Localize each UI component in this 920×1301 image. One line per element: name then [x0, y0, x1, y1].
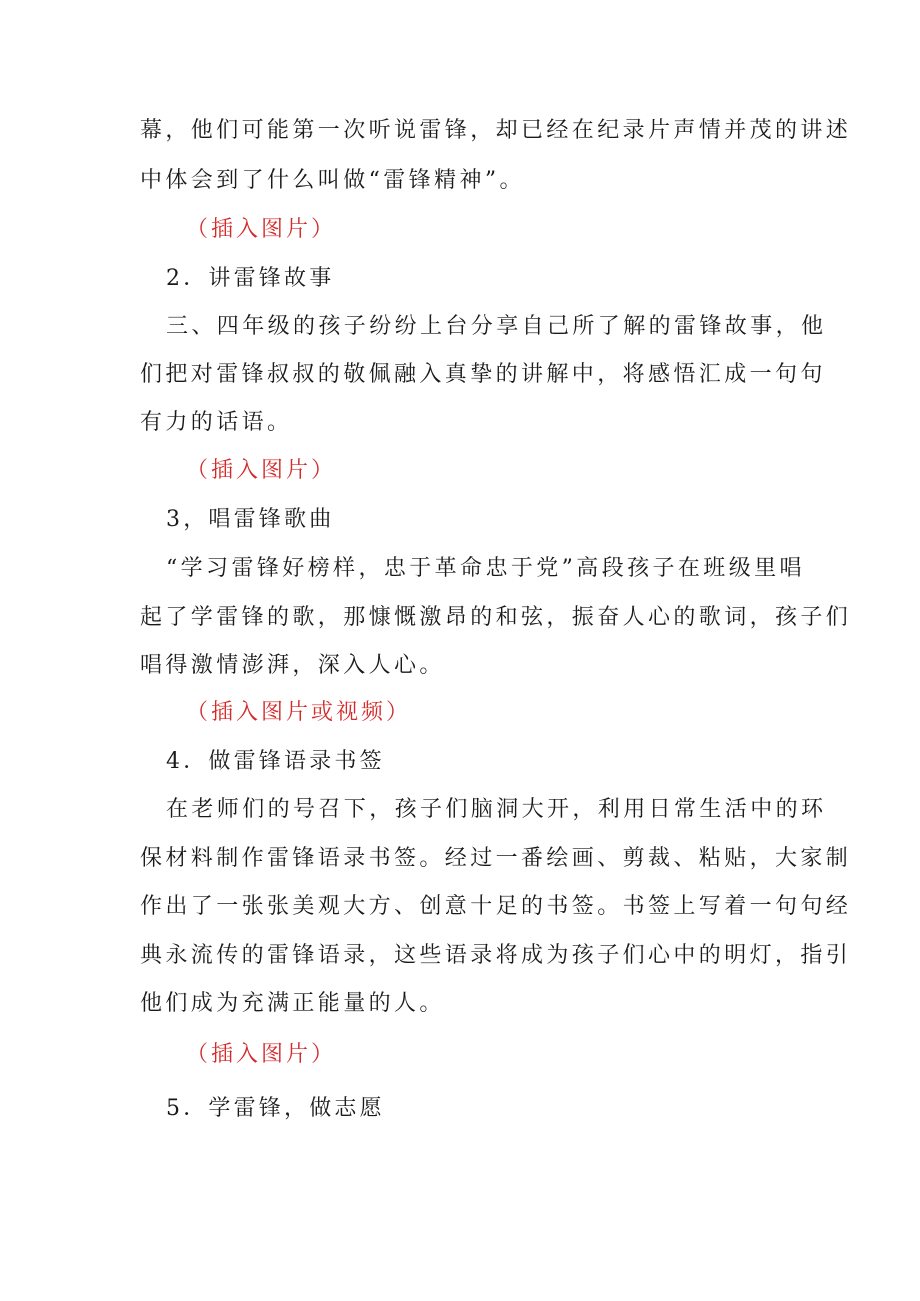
- section-heading-3: 3，唱雷锋歌曲: [166, 507, 335, 532]
- paragraph-line: 起了学雷锋的歌，那慷慨激昂的和弦，振奋人心的歌词，孩子们: [140, 605, 852, 630]
- paragraph-line: 幕，他们可能第一次听说雷锋，却已经在纪录片声情并茂的讲述: [140, 118, 852, 143]
- insert-image-note: （插入图片）: [186, 217, 337, 242]
- insert-image-or-video-note: （插入图片或视频）: [186, 700, 412, 725]
- paragraph-line: 典永流传的雷锋语录，这些语录将成为孩子们心中的明灯，指引: [140, 943, 852, 968]
- section-heading-5: 5．学雷锋，做志愿: [166, 1096, 385, 1121]
- section-heading-4: 4．做雷锋语录书签: [166, 749, 385, 774]
- paragraph-line: 他们成为充满正能量的人。: [140, 991, 445, 1016]
- paragraph-line: 三、四年级的孩子纷纷上台分享自己所了解的雷锋故事，他: [166, 314, 827, 339]
- paragraph-line: 唱得激情澎湃，深入人心。: [140, 653, 445, 678]
- paragraph-line: 们把对雷锋叔叔的敬佩融入真挚的讲解中，将感悟汇成一句句: [140, 362, 826, 387]
- paragraph-line: 中体会到了什么叫做“雷锋精神”。: [140, 168, 525, 193]
- paragraph-line: 作出了一张张美观大方、创意十足的书签。书签上写着一句句经: [140, 894, 852, 919]
- paragraph-line: 保材料制作雷锋语录书签。经过一番绘画、剪裁、粘贴，大家制: [140, 846, 852, 871]
- paragraph-line: 有力的话语。: [140, 410, 293, 435]
- paragraph-line: 在老师们的号召下，孩子们脑洞大开，利用日常生活中的环: [166, 797, 827, 822]
- insert-image-note: （插入图片）: [186, 458, 337, 483]
- section-heading-2: 2．讲雷锋故事: [166, 266, 335, 291]
- paragraph-line: “学习雷锋好榜样，忠于革命忠于党”高段孩子在班级里唱: [166, 556, 805, 581]
- insert-image-note: （插入图片）: [186, 1042, 337, 1067]
